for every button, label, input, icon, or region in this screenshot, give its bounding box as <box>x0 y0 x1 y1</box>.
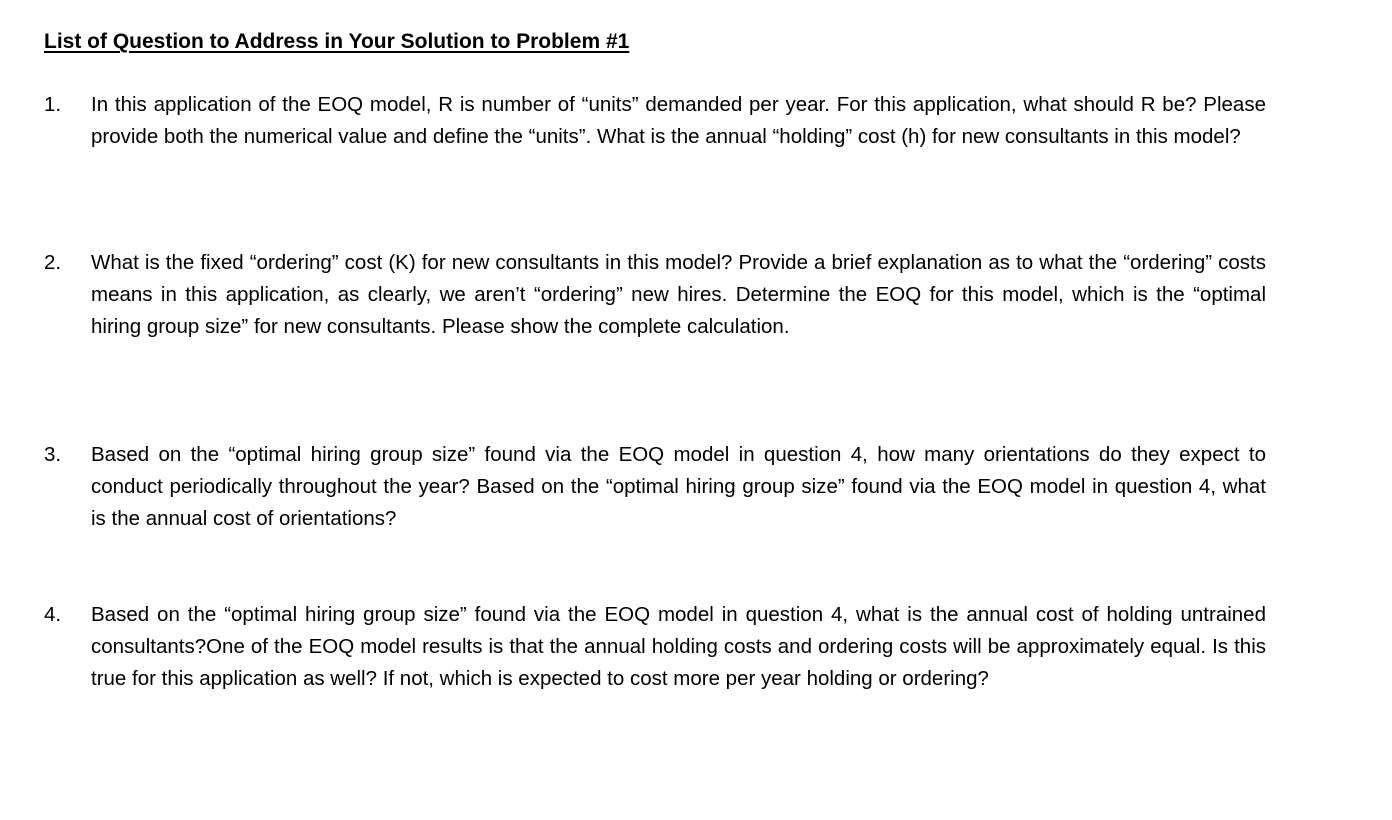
document-title: List of Question to Address in Your Solution to Problem #1 <box>44 30 630 53</box>
question-text: Based on the “optimal hiring group size” found via the EOQ model in question 4, how many orientations do they expect to conduct periodically throughout the year? Based on the “optimal hiring group size” found via the EOQ model in question 4, what is the annual cost of orientations? <box>91 443 1266 530</box>
question-item-4 <box>44 599 1266 695</box>
question-text: In this application of the EOQ model, R is number of “units” demanded per year. For this application, what should R be? Please provide both the numerical value and define the “units”. What is the annual “holding” cost (h) for new consultants in this model? <box>91 93 1266 148</box>
question-number: 3. <box>44 443 62 466</box>
question-number: 4. <box>44 603 62 626</box>
question-item-3 <box>44 439 1266 535</box>
question-number: 2. <box>44 251 62 274</box>
document-page <box>44 28 1266 690</box>
question-item-1 <box>44 89 1266 153</box>
question-number: 1. <box>44 93 62 116</box>
question-item-2 <box>44 247 1266 343</box>
question-text: What is the fixed “ordering” cost (K) for new consultants in this model? Provide a brief explanation as to what the “ordering” costs means in this application, as clearly, we aren’t “ordering” new hires. Determine the EOQ for this model, which is the “optimal hiring group size” for new consultants. Please show the complete calculation. <box>91 251 1266 338</box>
question-text: Based on the “optimal hiring group size” found via the EOQ model in question 4, what is the annual cost of holding untrained consultants?One of the EOQ model results is that the annual holding costs and ordering costs will be approximately equal. Is this true for this application as well? If not, which is expected to cost more per year holding or ordering? <box>91 603 1266 690</box>
